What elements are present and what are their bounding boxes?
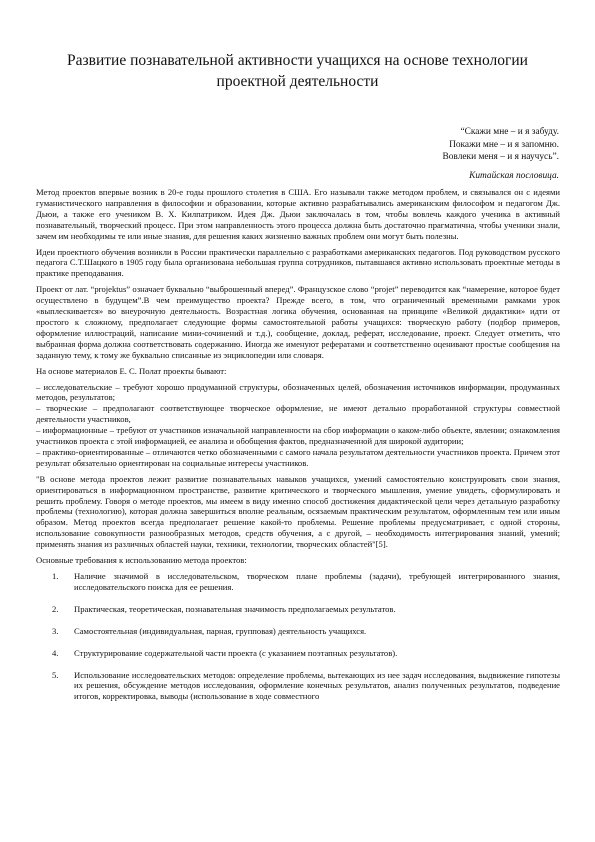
requirement-item [36,648,560,659]
paragraph-quote: "В основе метода проектов лежит развитие познавательных навыков учащихся, умений самостоятельно конструировать свои знания, ориентироваться в информационном пространстве, развитие критического и творческого мышления, умение увидеть, сформулировать и решить проблему. Говоря о методе проектов, мы имеем в виду именно способ достижения дидактической цели через детальную разработку проблемы (технологию), которая должна завершиться вполне реальным, осязаемым практическим результатом, оформленным тем или иным образом. Метод проектов всегда предполагает решение какой-то проблемы. Решение проблемы предусматривает, с одной стороны, использование совокупности разнообразных методов, средств обучения, а с другой, – необходимость интегрирования знаний, умений; применять знания из различных областей науки, техники, технологии, творческих областей"[5]. [36,473,560,550]
requirement-text: Самостоятельная (индивидуальная, парная, групповая) деятельность учащихся. [74,625,367,636]
paragraph-history: Метод проектов впервые возник в 20-е годы прошлого столетия в США. Его называли также методом проблем, и связывался он с идеями гуманистического направления в философии и образовании, которые активно разрабатывались американским философом и педагогом Дж. Дьюи, а также его учеником В. Х. Килпатриком. Идея Дж. Дьюи заключалась в том, чтобы вовлечь каждого ученика в активный познавательный, творческий процесс. При этом направленность этого процесса должна быть достаточно прагматична, чтобы ученики знали, зачем им необходимы те или иные знания, для решения каких жизненно важных проблем они могут быть полезны. [36,187,560,241]
requirement-number: 3. [52,625,59,636]
project-type-item: – практико-ориентированные – отличаются четко обозначенными с самого начала результатом деятельности участников проекта. Причем этот результат обязательно ориентирован на социальные интересы участников. [36,446,560,468]
requirements-list [36,571,560,702]
requirement-item [36,670,560,703]
requirement-item [36,626,560,637]
project-type-item: – исследовательские – требуют хорошо продуманной структуры, обозначенных целей, обозначения источников информации, продуманных методов, результатов; [36,381,560,403]
requirement-text: Практическая, теоретическая, познавательная значимость предполагаемых результатов. [74,603,396,614]
project-type-item: – информационные – требуют от участников изначальной направленности на сбор информации о каком-либо объекте, явлении; ознакомления участников проекта с этой информацией, ее анализа и обобщения фактов, предназначенной для широкой аудитории; [36,425,560,447]
requirement-number: 1. [52,571,59,581]
project-types-list [36,382,560,469]
paragraph-definition: Проект от лат. “projektus” означает буквально “выброшенный вперед”. Французское слово “projet” переводится как “намерение, которое будет осуществлено в будущем”.В чем преимущество проекта? Прежде всего, в том, что ограниченный временными рамками урок «выплескивается» во внеурочную деятельность. Возрастная логика обучения, основанная на принципе «Великой дидактики» идти от простого к сложному, предполагает следующие формы самостоятельной работы учащихся: творческую работу (подбор примеров, оформление иллюстраций, написание мини-сочинений и т.д.), сообщение, доклад, реферат, исследование, проект. Следует отметить, что выбранная форма должна соответствовать содержанию. Иногда же именуют рефератами и соответственно оценивают простые сообщения на заданную тему, к тому же буквально списанные из энциклопедии или словаря. [36,284,560,360]
requirement-number: 4. [52,647,59,658]
epigraph-line: Покажи мне – и я запомню. [449,139,559,150]
paragraph-types-intro: На основе материалов Е. С. Полат проекты бывают: [36,365,227,376]
document-body [36,187,560,713]
requirement-text: Использование исследовательских методов: определение проблемы, вытекающих из нее задач исследования, выдвижение гипотезы их решения, обсуждение методов исследования, оформление конечных результатов, анализ полученных результатов, подведение итогов, корректировка, выводы (использование в ходе совместного [74,669,560,702]
document-title: Развитие познавательной активности учащихся на основе технологии проектной деятельности [67,52,528,90]
epigraph-line: “Скажи мне – и я забуду. [460,127,559,137]
requirement-number: 5. [52,669,59,680]
project-type-item: – творческие – предполагают соответствующее творческое оформление, не имеют детально проработанной структуры совместной деятельности участников, [36,403,560,425]
epigraph [259,126,559,182]
epigraph-line: Вовлеки меня – и я научусь”. [442,152,559,162]
requirements-heading: Основные требования к использованию метода проектов: [36,555,247,566]
requirement-number: 2. [52,603,59,614]
requirement-text: Структурирование содержательной части проекта (с указанием поэтапных результатов). [74,647,398,658]
requirement-text: Наличие значимой в исследовательском, творческом плане проблемы (задачи), требующей интегрированного знания, исследовательского поиска для ее решения. [74,571,560,592]
epigraph-source: Китайская пословица. [469,170,559,181]
requirement-item [36,571,560,593]
requirement-item [36,604,560,615]
paragraph-russia: Идеи проектного обучения возникли в России практически параллельно с разработками американских педагогов. Под руководством русского педагога С.Т.Шацкого в 1905 году была организована небольшая группа сотрудников, пытавшаяся активно использовать проектные методы в практике преподавания. [36,246,560,279]
